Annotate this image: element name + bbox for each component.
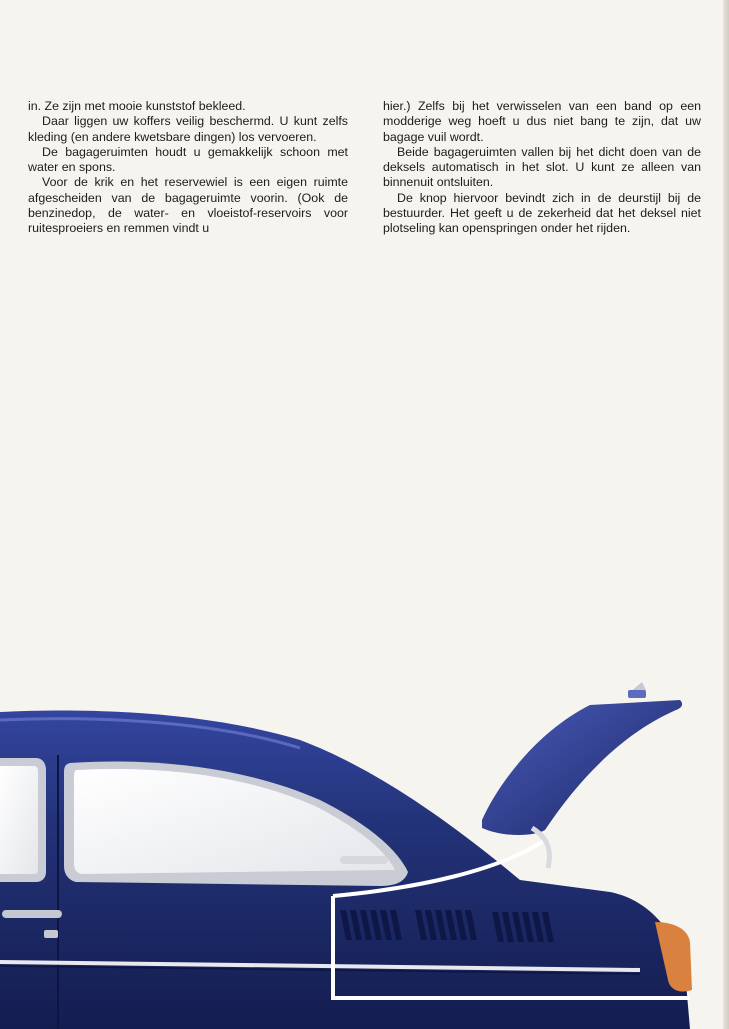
text-column-left: [28, 99, 348, 237]
open-rear-lid: [482, 700, 682, 835]
paragraph: hier.) Zelfs bij het verwisselen van een band op een modderige weg hoeft u dus niet bang te zijn, dat uw bagage vuil wordt.: [383, 99, 701, 144]
paragraph: De bagageruimten houdt u gemakkelijk schoon met water en spons.: [28, 144, 348, 175]
paragraph: Beide bagageruimten vallen bij het dicht doen van de deksels automatisch in het slot. U kunt ze alleen van binnenuit ontsluiten.: [383, 144, 701, 190]
car-photo-icon: [0, 660, 729, 1029]
paragraph: Voor de krik en het reservewiel is een eigen ruimte afgescheiden van de bagageruimte voorin. (Ook de benzinedop, de water- en vloeistof-reservoirs voor ruitesproeiers en remmen vindt u: [28, 175, 348, 236]
door-lock: [44, 930, 58, 938]
front-glass: [0, 766, 38, 874]
paragraph: in. Ze zijn met mooie kunststof bekleed.: [28, 99, 246, 113]
paragraph: Daar liggen uw koffers veilig beschermd. U kunt zelfs kleding (en andere kwetsbare dingen) los vervoeren.: [28, 114, 348, 144]
lid-latch-base: [628, 690, 646, 698]
door-handle: [340, 856, 388, 864]
text-column-right: [383, 99, 701, 237]
front-door-handle: [2, 910, 62, 918]
paragraph: De knop hiervoor bevindt zich in de deurstijl bij de bestuurder. Het geeft u de zekerheid dat het deksel niet plotseling kan openspringen onder het rijden.: [383, 190, 701, 236]
